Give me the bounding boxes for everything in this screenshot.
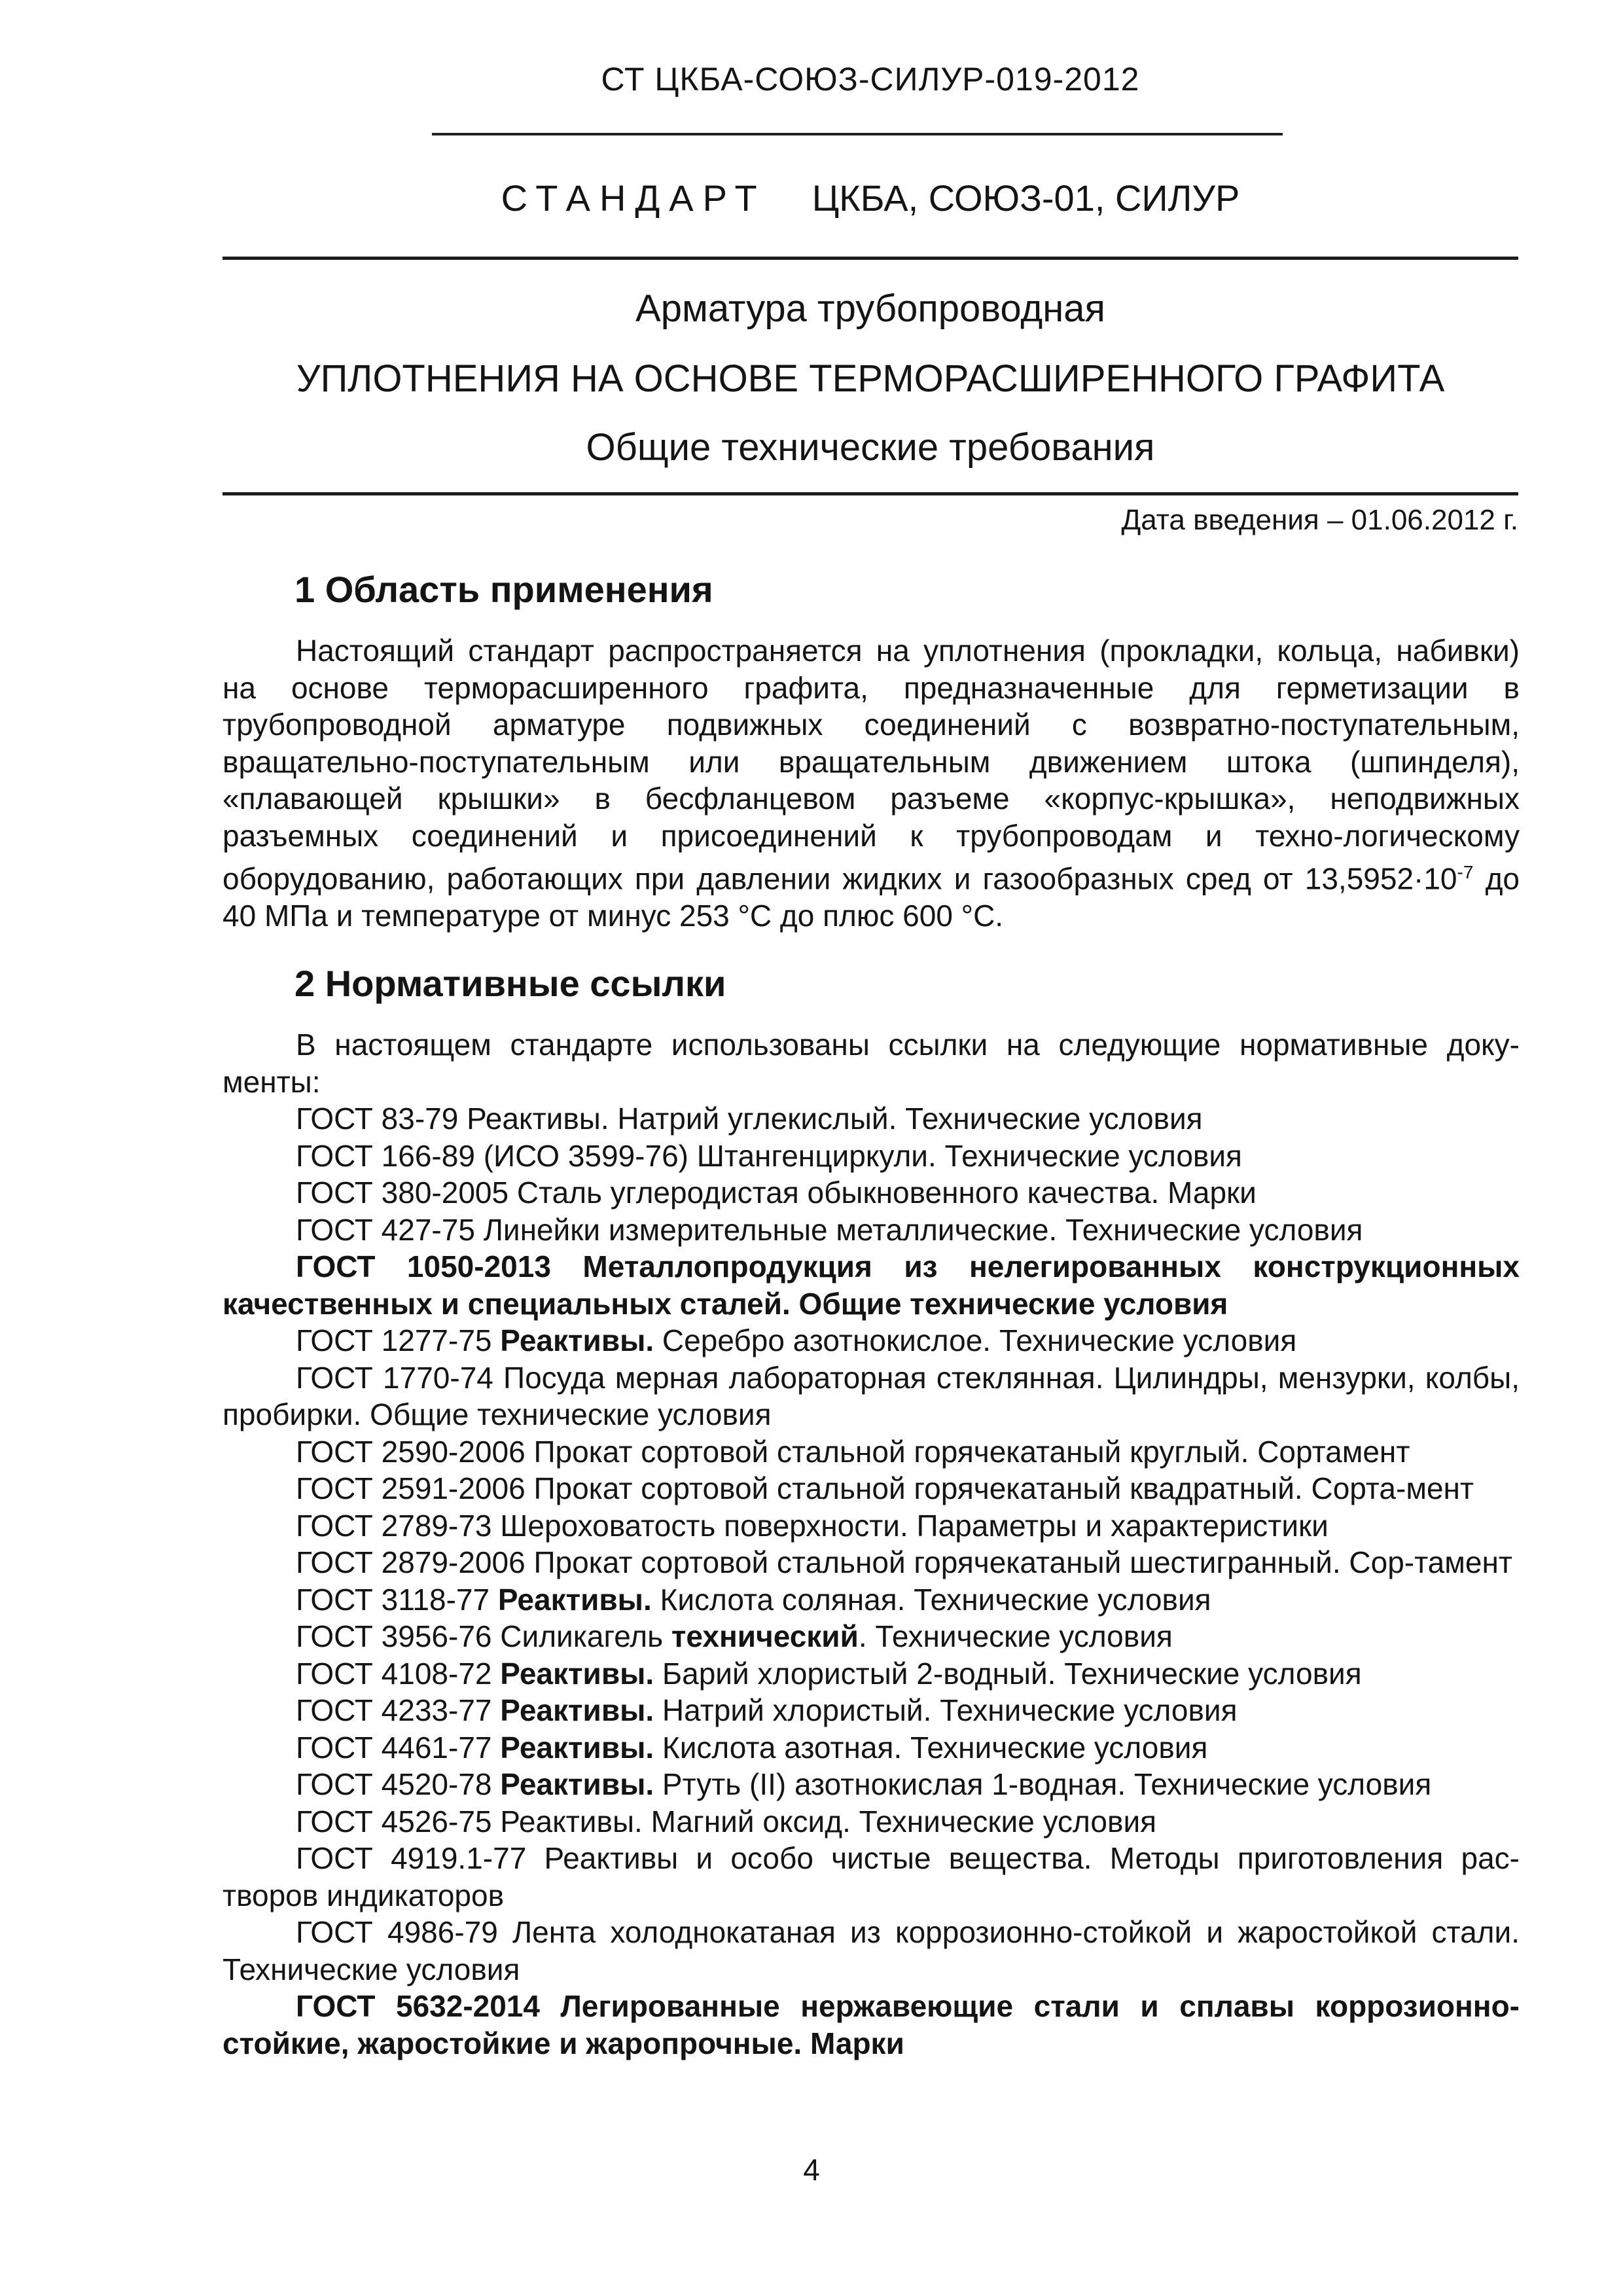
- reference-item: ГОСТ 1770-74 Посуда мерная лабораторная стеклянная. Цилиндры, мензурки, колбы, пробирки. Общие технические условия: [223, 1360, 1520, 1431]
- document-code: СТ ЦКБА-СОЮЗ-СИЛУР-019-2012: [601, 61, 1140, 98]
- reference-code: ГОСТ 4461-77: [296, 1730, 501, 1765]
- section-1-paragraph: [223, 632, 1520, 934]
- references-list: [223, 1026, 1520, 2062]
- section-2-heading: 2 Нормативные ссылки: [294, 963, 726, 1004]
- section-1-paragraph-main: Настоящий стандарт распространяется на уплотнения (прокладки, кольца, набивки) на основе терморасширенного графита, предназначенные для герметизации в трубопроводной арматуре подвижных соединений с возвратно-поступательным, вращательно-поступательным или вращательным движением штока (шпинделя), «плавающей крышки» в бесфланцевом разъеме «корпус-крышка», неподвижных разъемных соединений и присоединений к трубопроводам и техно-логическому оборудованию, работающих при давлении жидких и газообразных сред от 13,5952·10: [223, 634, 1520, 896]
- reference-item: [223, 1655, 1520, 1693]
- reference-item: ГОСТ 427-75 Линейки измерительные металлические. Технические условия: [296, 1212, 1363, 1247]
- reference-item: ГОСТ 166-89 (ИСО 3599-76) Штангенциркули. Технические условия: [296, 1138, 1242, 1173]
- standard-orgs: ЦКБА, СОЮЗ-01, СИЛУР: [812, 177, 1240, 219]
- reference-rest: Натрий хлористый. Технические условия: [654, 1693, 1238, 1727]
- reference-bold-part: Реактивы.: [500, 1323, 654, 1357]
- section-1-paragraph-end: до 40 МПа и температуре от минус 253 °С до плюс 600 °С.: [223, 861, 1520, 933]
- exponent: -7: [1457, 862, 1474, 882]
- reference-code: ГОСТ 1277-75: [296, 1323, 501, 1357]
- references-intro: В настоящем стандарте использованы ссылки на следующие нормативные доку-менты:: [223, 1028, 1520, 1099]
- reference-code: ГОСТ 3956-76 Силикагель: [296, 1619, 671, 1653]
- reference-rest: Кислота азотная. Технические условия: [654, 1730, 1208, 1765]
- reference-code: ГОСТ 4520-78: [296, 1767, 501, 1801]
- reference-rest: Барий хлористый 2-водный. Технические условия: [654, 1656, 1362, 1691]
- reference-item: [223, 1692, 1520, 1729]
- reference-item: [223, 1766, 1520, 1803]
- reference-item: ГОСТ 4919.1-77 Реактивы и особо чистые вещества. Методы приготовления рас-творов индикаторов: [223, 1841, 1520, 1912]
- reference-item: ГОСТ 4986-79 Лента холоднокатаная из коррозионно-стойкой и жаростойкой стали. Технические условия: [223, 1915, 1520, 1986]
- doc-title-line3: Общие технические требования: [586, 426, 1155, 469]
- reference-code: ГОСТ 3118-77: [296, 1582, 498, 1617]
- standard-line: [223, 177, 1518, 219]
- reference-item: ГОСТ 2789-73 Шероховатость поверхности. Параметры и характеристики: [296, 1508, 1329, 1543]
- reference-item: ГОСТ 5632-2014 Легированные нержавеющие стали и сплавы коррозионно-стойкие, жаростойкие и жаропрочные. Марки: [223, 1989, 1520, 2060]
- reference-bold-part: Реактивы.: [500, 1767, 654, 1801]
- reference-item: ГОСТ 380-2005 Сталь углеродистая обыкновенного качества. Марки: [296, 1175, 1257, 1210]
- reference-item: ГОСТ 83-79 Реактивы. Натрий углекислый. Технические условия: [296, 1102, 1203, 1136]
- title-top-divider: [223, 257, 1518, 260]
- reference-rest: Серебро азотнокислое. Технические условия: [654, 1323, 1297, 1357]
- reference-bold-part: Реактивы.: [500, 1656, 654, 1691]
- section-1-text: [223, 632, 1520, 934]
- introduction-date: Дата введения – 01.06.2012 г.: [1121, 504, 1518, 536]
- reference-code: ГОСТ 4233-77: [296, 1693, 501, 1727]
- reference-item: ГОСТ 1050-2013 Металлопродукция из нелегированных конструкционных качественных и специальных сталей. Общие технические условия: [223, 1249, 1520, 1321]
- doc-title-line2: УПЛОТНЕНИЯ НА ОСНОВЕ ТЕРМОРАСШИРЕННОГО ГРАФИТА: [296, 357, 1445, 400]
- reference-bold-part: технический: [671, 1619, 859, 1653]
- page-number: 4: [803, 2153, 820, 2187]
- reference-item: ГОСТ 4526-75 Реактивы. Магний оксид. Технические условия: [296, 1804, 1157, 1839]
- reference-item: ГОСТ 2879-2006 Прокат сортовой стальной горячекатаный шестигранный. Сор-тамент: [296, 1545, 1512, 1579]
- doc-title-line1: Арматура трубопроводная: [635, 287, 1105, 330]
- reference-item: [223, 1581, 1520, 1619]
- reference-item: [223, 1618, 1520, 1655]
- reference-rest: . Технические условия: [858, 1619, 1173, 1653]
- reference-item: [223, 1729, 1520, 1767]
- reference-item: [223, 1322, 1520, 1359]
- reference-item: ГОСТ 2591-2006 Прокат сортовой стальной горячекатаный квадратный. Сорта-мент: [296, 1471, 1474, 1505]
- reference-bold-part: Реактивы.: [497, 1582, 652, 1617]
- section-1-heading: 1 Область применения: [294, 569, 713, 610]
- standard-word: СТАНДАРТ: [501, 177, 766, 219]
- reference-bold-part: Реактивы.: [500, 1730, 654, 1765]
- reference-item: ГОСТ 2590-2006 Прокат сортовой стальной горячекатаный круглый. Сортамент: [296, 1434, 1410, 1469]
- title-bottom-divider: [223, 492, 1518, 495]
- reference-code: ГОСТ 4108-72: [296, 1656, 501, 1691]
- header-divider: [432, 133, 1283, 135]
- reference-bold-part: Реактивы.: [500, 1693, 654, 1727]
- reference-rest: Ртуть (II) азотнокислая 1-водная. Технические условия: [654, 1767, 1432, 1801]
- reference-rest: Кислота соляная. Технические условия: [651, 1582, 1211, 1617]
